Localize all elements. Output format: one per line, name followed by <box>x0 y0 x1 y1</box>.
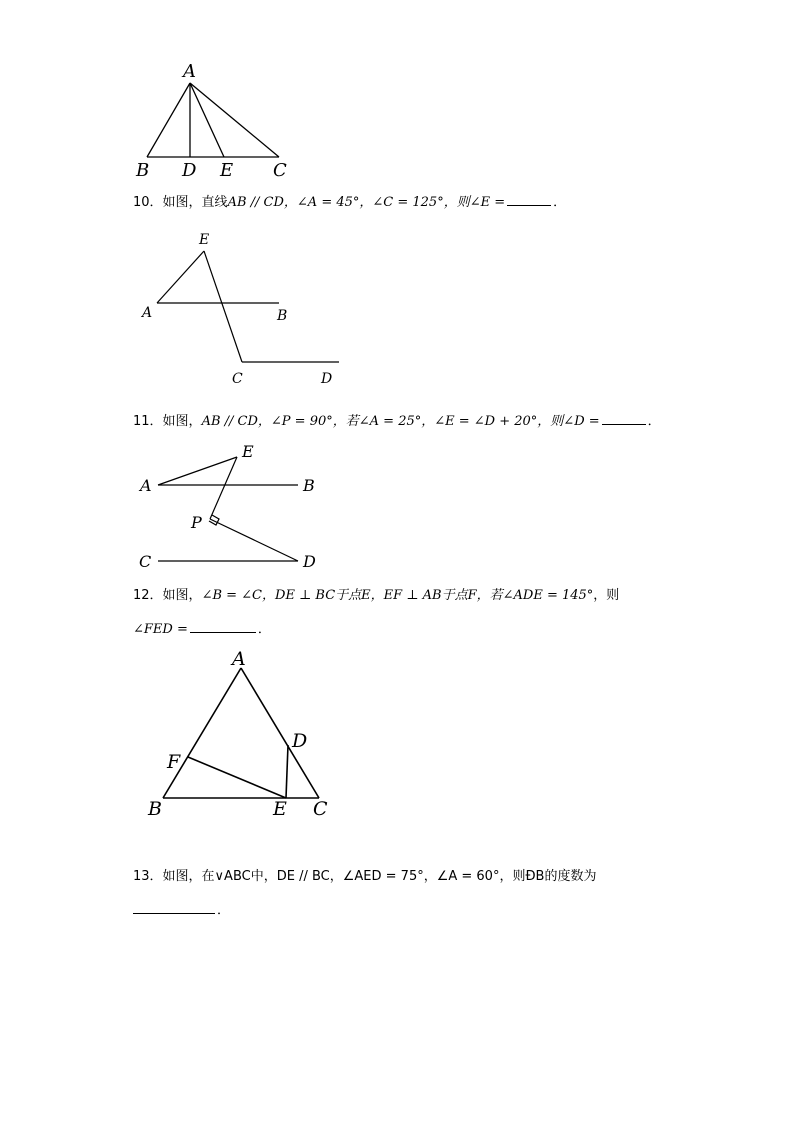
q12-text-before: 如图， <box>162 588 202 603</box>
q12-cond1: ∠B = ∠C <box>201 588 263 603</box>
figure-q10 <box>157 251 339 362</box>
q11-answer-blank[interactable] <box>602 412 646 425</box>
q12-then: ，则 <box>593 588 620 603</box>
question-12 <box>133 588 619 604</box>
q13-number: 13． <box>133 869 163 884</box>
q11-parallel: AB // CD <box>201 414 258 429</box>
q11-number: 11． <box>133 414 163 429</box>
question-13-line2 <box>133 901 230 919</box>
q10-label-e: E <box>199 232 210 248</box>
q12-label-c: C <box>313 798 328 820</box>
q10-label-c: C <box>232 371 243 387</box>
label-b: B <box>136 160 150 181</box>
q10-label-b: B <box>277 308 288 324</box>
q12-cond3: ，EF ⊥ AB于点F <box>370 588 477 603</box>
q11-label-d: D <box>303 552 316 571</box>
q13-text: 如图，在∨ABC中，DE // BC，∠AED = 75°，∠A = 60°，则ÐB的度数为 <box>162 869 597 884</box>
figure-q11 <box>158 457 298 561</box>
q11-end: ． <box>647 414 661 429</box>
q12-label-f: F <box>167 751 181 773</box>
q10-parallel: AB // CD <box>227 195 284 210</box>
q10-angle-c: ，∠C = 125° <box>359 195 444 210</box>
q10-answer-blank[interactable] <box>507 193 551 206</box>
q12-end: ． <box>257 622 271 637</box>
q11-label-p: P <box>191 513 202 532</box>
label-c: C <box>273 160 287 181</box>
label-a: A <box>183 61 196 82</box>
q11-label-c: C <box>139 552 152 571</box>
q10-ask: ，则∠E = <box>443 195 506 210</box>
q12-cond2: ，DE ⊥ BC于点E <box>262 588 371 603</box>
q12-answer-blank[interactable] <box>190 620 256 633</box>
q12-label-d: D <box>292 730 308 752</box>
question-13 <box>133 869 596 885</box>
q13-end: ． <box>217 903 231 918</box>
label-d: D <box>182 160 197 181</box>
question-10 <box>133 193 566 211</box>
q11-ask: ，则∠D = <box>537 414 600 429</box>
q12-cond4: ，若∠ADE = 145° <box>476 588 594 603</box>
q13-answer-blank[interactable] <box>133 901 215 914</box>
q12-label-e: E <box>273 798 287 820</box>
q10-angle-a: ，∠A = 45° <box>283 195 360 210</box>
q10-end: ． <box>553 195 567 210</box>
q11-text-before: 如图， <box>162 414 202 429</box>
q10-number: 10． <box>133 195 163 210</box>
q12-ask: ∠FED = <box>133 622 188 637</box>
q11-angle-p: ，∠P = 90° <box>257 414 333 429</box>
figure-q12 <box>163 668 319 798</box>
q11-label-b: B <box>303 476 315 495</box>
q12-number: 12． <box>133 588 163 603</box>
label-e: E <box>220 160 234 181</box>
q11-label-a: A <box>140 476 152 495</box>
q12-label-a: A <box>232 648 246 670</box>
q11-relation: ，∠E = ∠D + 20° <box>421 414 538 429</box>
question-12-line2 <box>133 620 271 638</box>
q11-label-e: E <box>242 442 254 461</box>
q10-label-d: D <box>321 371 333 387</box>
q12-label-b: B <box>148 798 162 820</box>
q10-label-a: A <box>142 305 153 321</box>
question-11 <box>133 412 661 430</box>
q11-angle-a: ，若∠A = 25° <box>332 414 422 429</box>
q10-text-before: 如图，直线 <box>162 195 228 210</box>
